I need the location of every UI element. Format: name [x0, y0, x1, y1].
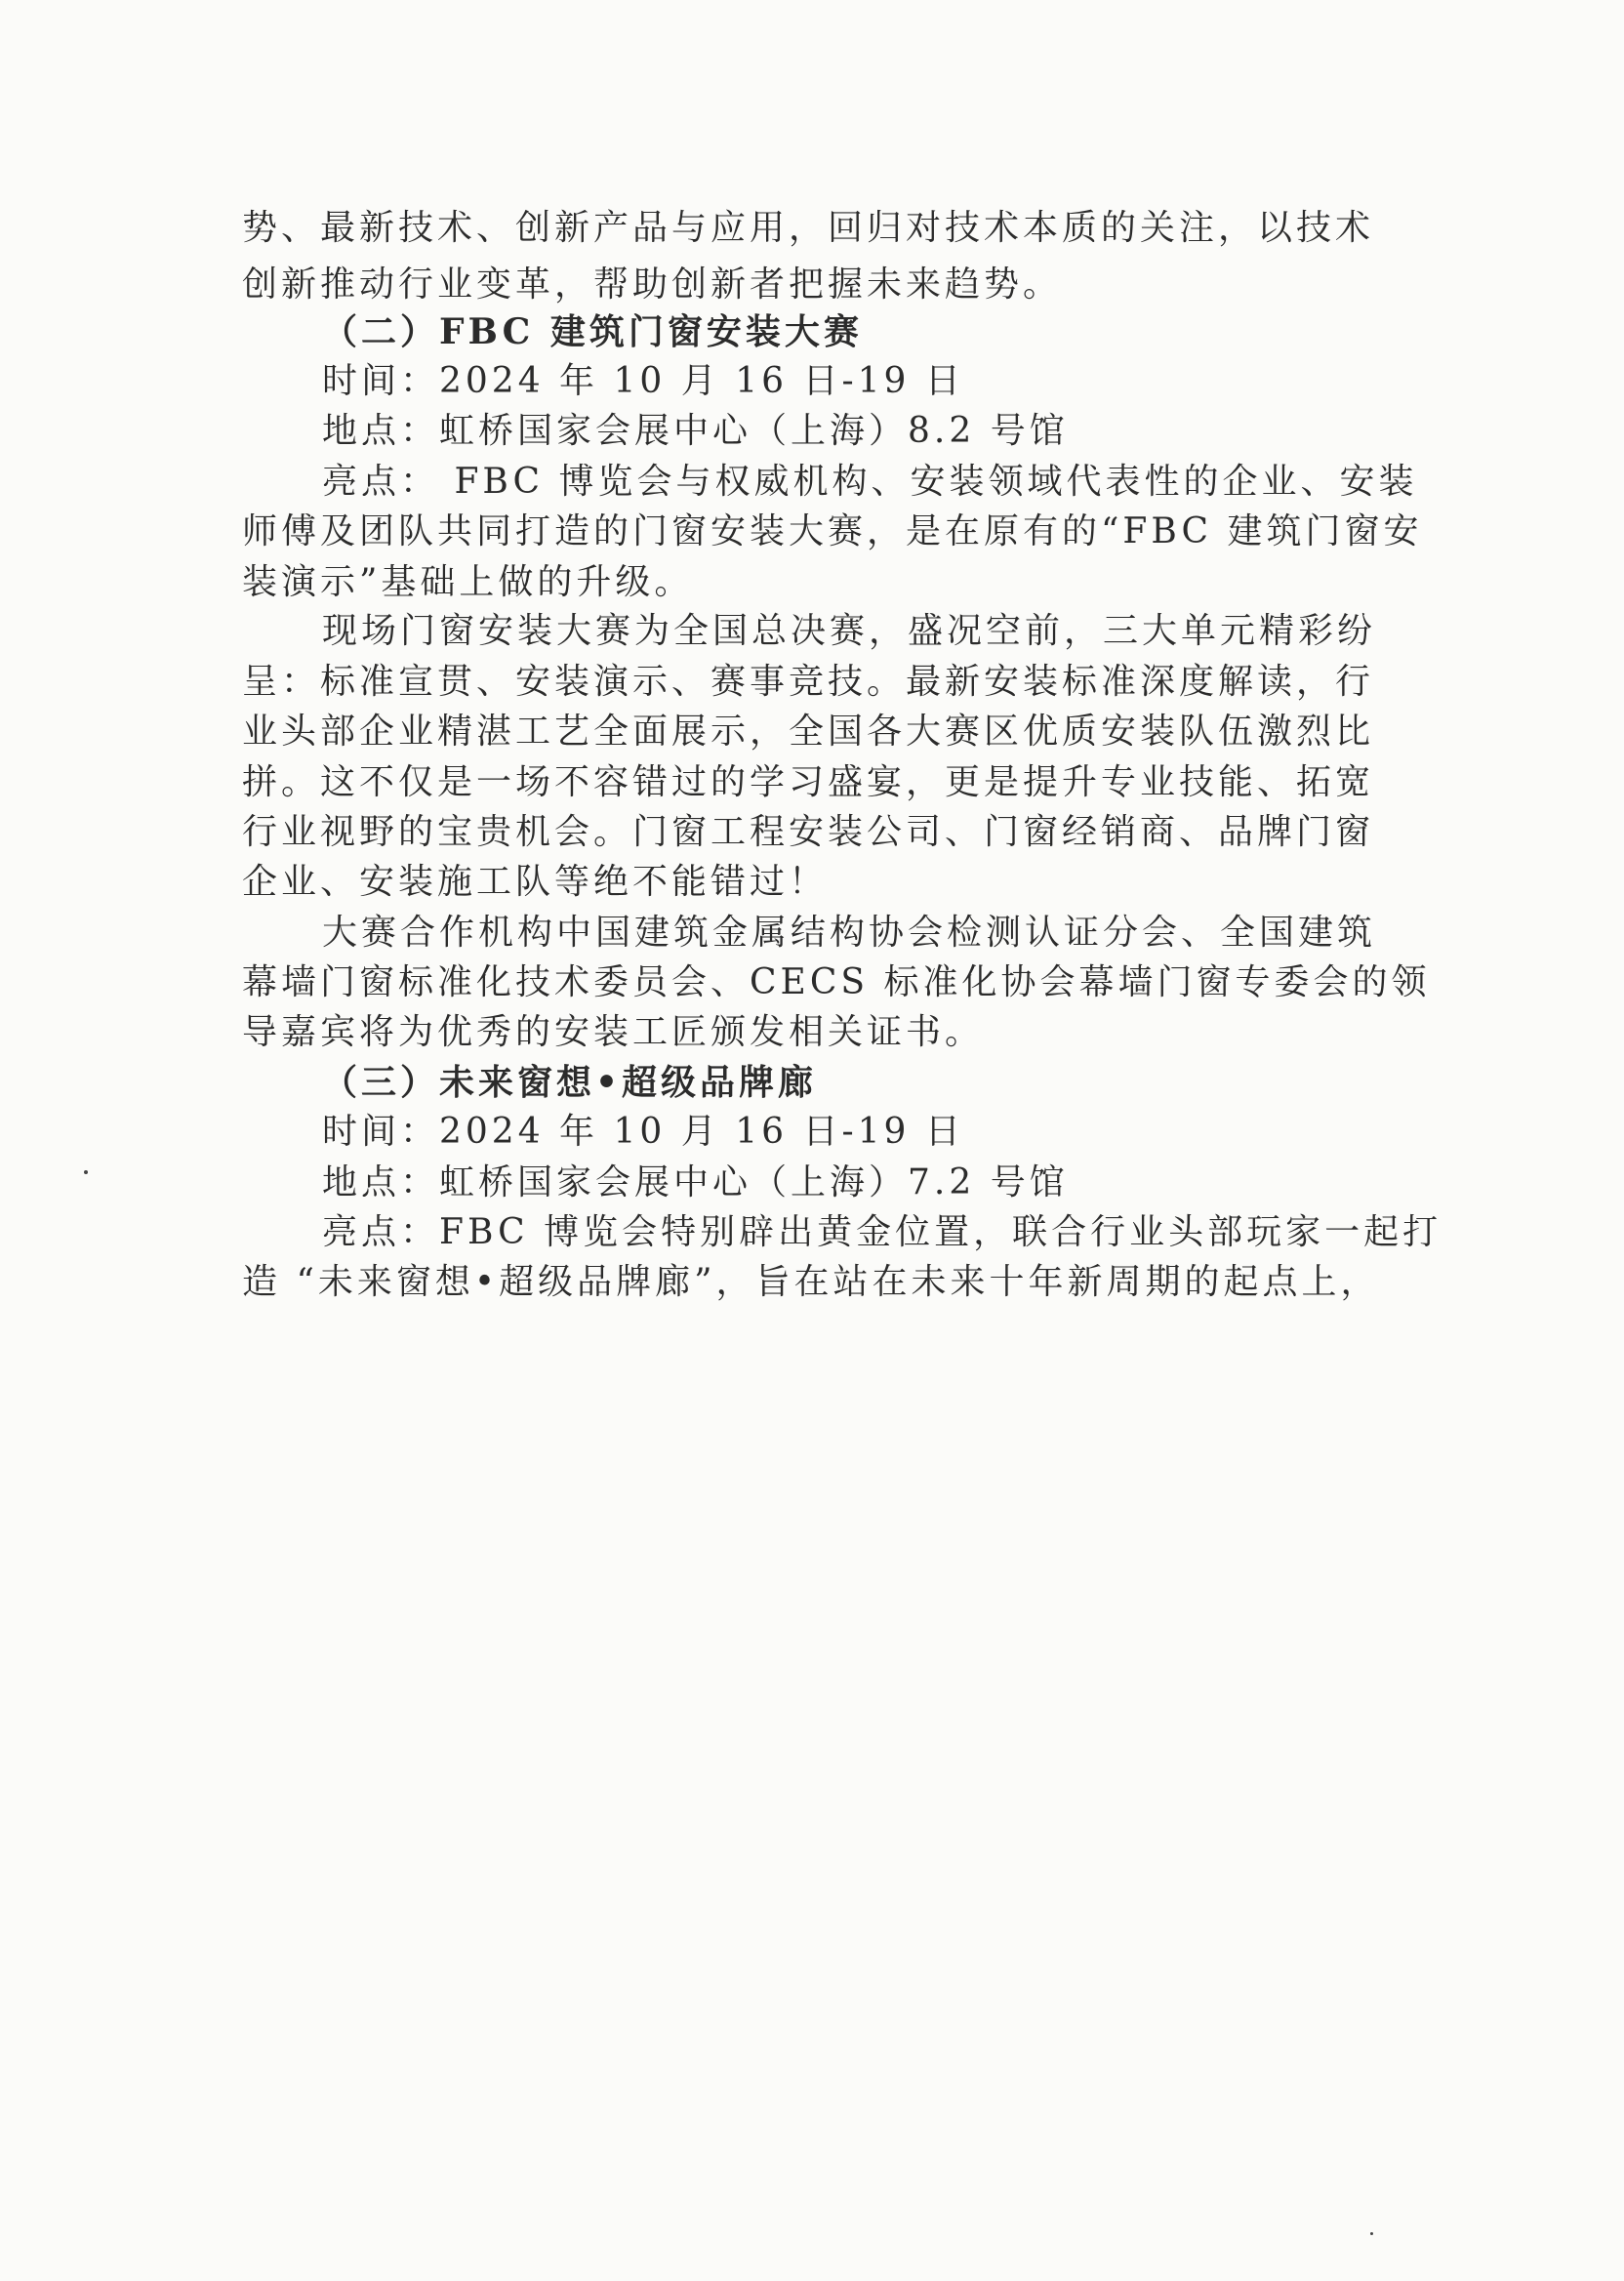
highlight-line-2a: 亮点： FBC 博览会与权威机构、安装领域代表性的企业、安装 — [322, 462, 1418, 502]
scan-speck — [1370, 2232, 1373, 2235]
location-line-2: 地点：虹桥国家会展中心（上海）8.2 号馆 — [322, 411, 1069, 451]
body-line-2: 创新推动行业变革，帮助创新者把握未来趋势。 — [242, 265, 1063, 305]
body-line-12: 拼。这不仅是一场不容错过的学习盛宴，更是提升专业技能、拓宽 — [242, 762, 1375, 802]
highlight-line-3b: 造 “未来窗想•超级品牌廊”，旨在站在未来十年新周期的起点上， — [242, 1262, 1380, 1302]
section-heading-2: （二）FBC 建筑门窗安装大赛 — [322, 311, 863, 352]
body-line-16: 幕墙门窗标准化技术委员会、CECS 标准化协会幕墙门窗专委会的领 — [242, 962, 1431, 1002]
time-line-3: 时间：2024 年 10 月 16 日-19 日 — [322, 1112, 964, 1152]
highlight-line-2c: 装演示”基础上做的升级。 — [242, 562, 694, 602]
body-line-9: 现场门窗安装大赛为全国总决赛，盛况空前，三大单元精彩纷 — [322, 611, 1377, 651]
body-line-10: 呈：标准宣贯、安装演示、赛事竞技。最新安装标准深度解读，行 — [242, 662, 1375, 702]
body-line-17: 导嘉宾将为优秀的安装工匠颁发相关证书。 — [242, 1012, 985, 1052]
body-line-11: 业头部企业精湛工艺全面展示，全国各大赛区优质安装队伍激烈比 — [242, 712, 1375, 752]
body-line-15: 大赛合作机构中国建筑金属结构协会检测认证分会、全国建筑 — [322, 913, 1377, 953]
body-line-14: 企业、安装施工队等绝不能错过！ — [242, 862, 829, 902]
body-line-13: 行业视野的宝贵机会。门窗工程安装公司、门窗经销商、品牌门窗 — [242, 812, 1375, 852]
body-line-1: 势、最新技术、创新产品与应用，回归对技术本质的关注，以技术 — [242, 208, 1375, 248]
section-heading-3: （三）未来窗想•超级品牌廊 — [322, 1062, 818, 1103]
scan-speck — [84, 1170, 88, 1174]
time-line-2: 时间：2024 年 10 月 16 日-19 日 — [322, 361, 964, 401]
highlight-line-3a: 亮点：FBC 博览会特别辟出黄金位置，联合行业头部玩家一起打 — [322, 1212, 1442, 1252]
highlight-line-2b: 师傅及团队共同打造的门窗安装大赛，是在原有的“FBC 建筑门窗安 — [242, 511, 1423, 551]
location-line-3: 地点：虹桥国家会展中心（上海）7.2 号馆 — [322, 1162, 1069, 1202]
